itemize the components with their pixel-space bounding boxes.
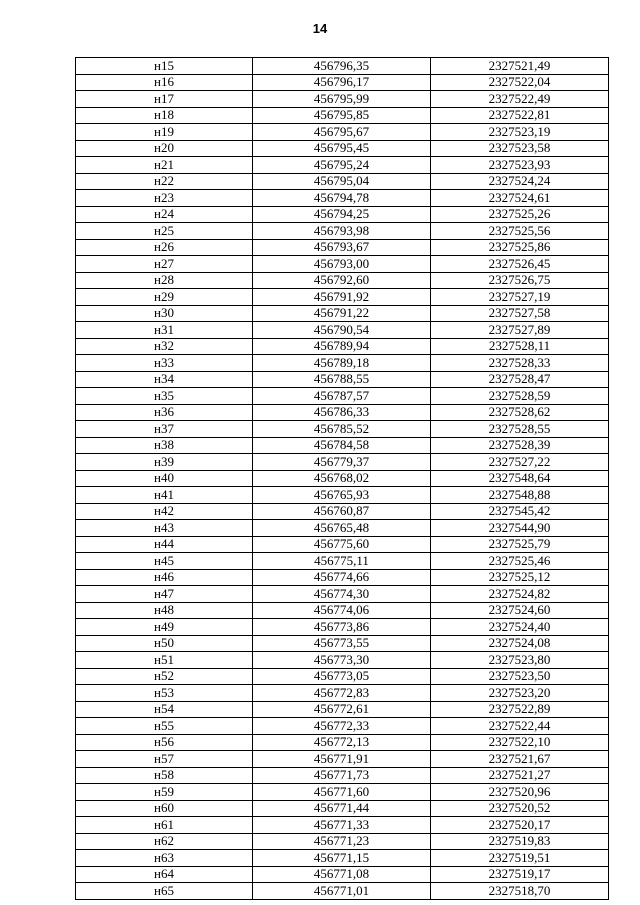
x-coordinate-cell: 456789,94 <box>253 338 431 355</box>
x-coordinate-cell: 456773,55 <box>253 635 431 652</box>
x-coordinate-cell: 456779,37 <box>253 454 431 471</box>
x-coordinate-cell: 456772,83 <box>253 685 431 702</box>
table-row <box>76 553 609 570</box>
x-coordinate-cell: 456772,33 <box>253 718 431 735</box>
x-coordinate-cell: 456774,66 <box>253 569 431 586</box>
y-coordinate-cell: 2327523,20 <box>431 685 609 702</box>
table-row <box>76 173 609 190</box>
point-label-cell: н55 <box>76 718 253 735</box>
x-coordinate-cell: 456771,23 <box>253 833 431 850</box>
point-label-cell: н57 <box>76 751 253 768</box>
point-label-cell: н30 <box>76 305 253 322</box>
table-row <box>76 157 609 174</box>
point-label-cell: н26 <box>76 239 253 256</box>
x-coordinate-cell: 456773,05 <box>253 668 431 685</box>
x-coordinate-cell: 456773,30 <box>253 652 431 669</box>
x-coordinate-cell: 456765,93 <box>253 487 431 504</box>
y-coordinate-cell: 2327528,55 <box>431 421 609 438</box>
y-coordinate-cell: 2327525,12 <box>431 569 609 586</box>
y-coordinate-cell: 2327524,61 <box>431 190 609 207</box>
y-coordinate-cell: 2327525,86 <box>431 239 609 256</box>
y-coordinate-cell: 2327519,17 <box>431 866 609 883</box>
x-coordinate-cell: 456771,01 <box>253 883 431 900</box>
y-coordinate-cell: 2327522,44 <box>431 718 609 735</box>
table-row <box>76 734 609 751</box>
y-coordinate-cell: 2327520,17 <box>431 817 609 834</box>
y-coordinate-cell: 2327520,52 <box>431 800 609 817</box>
point-label-cell: н65 <box>76 883 253 900</box>
y-coordinate-cell: 2327527,89 <box>431 322 609 339</box>
point-label-cell: н52 <box>76 668 253 685</box>
point-label-cell: н34 <box>76 371 253 388</box>
point-label-cell: н23 <box>76 190 253 207</box>
point-label-cell: н45 <box>76 553 253 570</box>
y-coordinate-cell: 2327520,96 <box>431 784 609 801</box>
y-coordinate-cell: 2327544,90 <box>431 520 609 537</box>
point-label-cell: н27 <box>76 256 253 273</box>
table-row <box>76 305 609 322</box>
y-coordinate-cell: 2327523,93 <box>431 157 609 174</box>
table-row <box>76 668 609 685</box>
table-row <box>76 322 609 339</box>
table-row <box>76 256 609 273</box>
table-row <box>76 190 609 207</box>
x-coordinate-cell: 456771,60 <box>253 784 431 801</box>
point-label-cell: н24 <box>76 206 253 223</box>
x-coordinate-cell: 456796,35 <box>253 58 431 75</box>
point-label-cell: н61 <box>76 817 253 834</box>
x-coordinate-cell: 456760,87 <box>253 503 431 520</box>
y-coordinate-cell: 2327528,59 <box>431 388 609 405</box>
point-label-cell: н56 <box>76 734 253 751</box>
x-coordinate-cell: 456775,60 <box>253 536 431 553</box>
table-row <box>76 140 609 157</box>
x-coordinate-cell: 456772,61 <box>253 701 431 718</box>
y-coordinate-cell: 2327525,79 <box>431 536 609 553</box>
point-label-cell: н47 <box>76 586 253 603</box>
y-coordinate-cell: 2327527,58 <box>431 305 609 322</box>
point-label-cell: н54 <box>76 701 253 718</box>
y-coordinate-cell: 2327528,62 <box>431 404 609 421</box>
y-coordinate-cell: 2327524,40 <box>431 619 609 636</box>
point-label-cell: н53 <box>76 685 253 702</box>
x-coordinate-cell: 456772,13 <box>253 734 431 751</box>
x-coordinate-cell: 456786,33 <box>253 404 431 421</box>
table-row <box>76 883 609 900</box>
x-coordinate-cell: 456785,52 <box>253 421 431 438</box>
table-row <box>76 470 609 487</box>
table-row <box>76 850 609 867</box>
table-row <box>76 355 609 372</box>
point-label-cell: н46 <box>76 569 253 586</box>
point-label-cell: н49 <box>76 619 253 636</box>
x-coordinate-cell: 456784,58 <box>253 437 431 454</box>
y-coordinate-cell: 2327528,11 <box>431 338 609 355</box>
y-coordinate-cell: 2327519,83 <box>431 833 609 850</box>
x-coordinate-cell: 456793,67 <box>253 239 431 256</box>
point-label-cell: н43 <box>76 520 253 537</box>
y-coordinate-cell: 2327523,19 <box>431 124 609 141</box>
x-coordinate-cell: 456771,33 <box>253 817 431 834</box>
table-row <box>76 701 609 718</box>
y-coordinate-cell: 2327522,89 <box>431 701 609 718</box>
x-coordinate-cell: 456787,57 <box>253 388 431 405</box>
x-coordinate-cell: 456792,60 <box>253 272 431 289</box>
table-row <box>76 602 609 619</box>
y-coordinate-cell: 2327524,82 <box>431 586 609 603</box>
x-coordinate-cell: 456774,30 <box>253 586 431 603</box>
point-label-cell: н18 <box>76 107 253 124</box>
point-label-cell: н50 <box>76 635 253 652</box>
table-row <box>76 718 609 735</box>
point-label-cell: н33 <box>76 355 253 372</box>
y-coordinate-cell: 2327526,75 <box>431 272 609 289</box>
point-label-cell: н44 <box>76 536 253 553</box>
y-coordinate-cell: 2327521,27 <box>431 767 609 784</box>
x-coordinate-cell: 456795,85 <box>253 107 431 124</box>
x-coordinate-cell: 456773,86 <box>253 619 431 636</box>
y-coordinate-cell: 2327528,39 <box>431 437 609 454</box>
x-coordinate-cell: 456795,99 <box>253 91 431 108</box>
y-coordinate-cell: 2327525,56 <box>431 223 609 240</box>
x-coordinate-cell: 456768,02 <box>253 470 431 487</box>
coordinates-table <box>75 57 609 900</box>
table-row <box>76 388 609 405</box>
x-coordinate-cell: 456795,24 <box>253 157 431 174</box>
point-label-cell: н32 <box>76 338 253 355</box>
table-row <box>76 404 609 421</box>
y-coordinate-cell: 2327518,70 <box>431 883 609 900</box>
y-coordinate-cell: 2327523,80 <box>431 652 609 669</box>
point-label-cell: н62 <box>76 833 253 850</box>
table-row <box>76 767 609 784</box>
point-label-cell: н40 <box>76 470 253 487</box>
point-label-cell: н63 <box>76 850 253 867</box>
y-coordinate-cell: 2327545,42 <box>431 503 609 520</box>
table-row <box>76 437 609 454</box>
point-label-cell: н37 <box>76 421 253 438</box>
x-coordinate-cell: 456789,18 <box>253 355 431 372</box>
y-coordinate-cell: 2327519,51 <box>431 850 609 867</box>
table-row <box>76 817 609 834</box>
y-coordinate-cell: 2327548,64 <box>431 470 609 487</box>
table-row <box>76 223 609 240</box>
x-coordinate-cell: 456795,04 <box>253 173 431 190</box>
table-row <box>76 124 609 141</box>
point-label-cell: н64 <box>76 866 253 883</box>
x-coordinate-cell: 456791,92 <box>253 289 431 306</box>
table-row <box>76 784 609 801</box>
table-row <box>76 107 609 124</box>
point-label-cell: н21 <box>76 157 253 174</box>
table-row <box>76 652 609 669</box>
x-coordinate-cell: 456771,91 <box>253 751 431 768</box>
y-coordinate-cell: 2327526,45 <box>431 256 609 273</box>
y-coordinate-cell: 2327528,33 <box>431 355 609 372</box>
x-coordinate-cell: 456771,15 <box>253 850 431 867</box>
table-row <box>76 685 609 702</box>
table-row <box>76 833 609 850</box>
point-label-cell: н41 <box>76 487 253 504</box>
table-row <box>76 536 609 553</box>
table-row <box>76 58 609 75</box>
x-coordinate-cell: 456793,98 <box>253 223 431 240</box>
x-coordinate-cell: 456795,67 <box>253 124 431 141</box>
table-row <box>76 569 609 586</box>
y-coordinate-cell: 2327522,04 <box>431 74 609 91</box>
point-label-cell: н17 <box>76 91 253 108</box>
point-label-cell: н20 <box>76 140 253 157</box>
table-row <box>76 520 609 537</box>
table-row <box>76 503 609 520</box>
x-coordinate-cell: 456793,00 <box>253 256 431 273</box>
y-coordinate-cell: 2327524,24 <box>431 173 609 190</box>
point-label-cell: н48 <box>76 602 253 619</box>
page-number: 14 <box>312 21 328 36</box>
coordinates-table-body <box>76 58 609 900</box>
x-coordinate-cell: 456790,54 <box>253 322 431 339</box>
table-row <box>76 338 609 355</box>
y-coordinate-cell: 2327523,58 <box>431 140 609 157</box>
point-label-cell: н58 <box>76 767 253 784</box>
y-coordinate-cell: 2327524,60 <box>431 602 609 619</box>
point-label-cell: н36 <box>76 404 253 421</box>
y-coordinate-cell: 2327525,46 <box>431 553 609 570</box>
point-label-cell: н60 <box>76 800 253 817</box>
table-row <box>76 800 609 817</box>
y-coordinate-cell: 2327522,49 <box>431 91 609 108</box>
y-coordinate-cell: 2327528,47 <box>431 371 609 388</box>
x-coordinate-cell: 456775,11 <box>253 553 431 570</box>
y-coordinate-cell: 2327523,50 <box>431 668 609 685</box>
table-row <box>76 289 609 306</box>
y-coordinate-cell: 2327527,19 <box>431 289 609 306</box>
x-coordinate-cell: 456791,22 <box>253 305 431 322</box>
x-coordinate-cell: 456796,17 <box>253 74 431 91</box>
x-coordinate-cell: 456765,48 <box>253 520 431 537</box>
x-coordinate-cell: 456771,08 <box>253 866 431 883</box>
x-coordinate-cell: 456774,06 <box>253 602 431 619</box>
table-row <box>76 751 609 768</box>
y-coordinate-cell: 2327527,22 <box>431 454 609 471</box>
point-label-cell: н35 <box>76 388 253 405</box>
table-row <box>76 421 609 438</box>
table-row <box>76 272 609 289</box>
table-row <box>76 206 609 223</box>
point-label-cell: н42 <box>76 503 253 520</box>
x-coordinate-cell: 456771,44 <box>253 800 431 817</box>
x-coordinate-cell: 456788,55 <box>253 371 431 388</box>
x-coordinate-cell: 456771,73 <box>253 767 431 784</box>
point-label-cell: н15 <box>76 58 253 75</box>
table-row <box>76 454 609 471</box>
point-label-cell: н29 <box>76 289 253 306</box>
point-label-cell: н39 <box>76 454 253 471</box>
table-row <box>76 74 609 91</box>
table-row <box>76 371 609 388</box>
x-coordinate-cell: 456795,45 <box>253 140 431 157</box>
x-coordinate-cell: 456794,25 <box>253 206 431 223</box>
point-label-cell: н28 <box>76 272 253 289</box>
point-label-cell: н25 <box>76 223 253 240</box>
y-coordinate-cell: 2327525,26 <box>431 206 609 223</box>
y-coordinate-cell: 2327521,67 <box>431 751 609 768</box>
point-label-cell: н22 <box>76 173 253 190</box>
table-row <box>76 239 609 256</box>
y-coordinate-cell: 2327522,81 <box>431 107 609 124</box>
point-label-cell: н19 <box>76 124 253 141</box>
point-label-cell: н51 <box>76 652 253 669</box>
point-label-cell: н38 <box>76 437 253 454</box>
table-row <box>76 866 609 883</box>
table-row <box>76 91 609 108</box>
x-coordinate-cell: 456794,78 <box>253 190 431 207</box>
table-row <box>76 635 609 652</box>
y-coordinate-cell: 2327521,49 <box>431 58 609 75</box>
table-row <box>76 487 609 504</box>
table-row <box>76 619 609 636</box>
point-label-cell: н59 <box>76 784 253 801</box>
table-row <box>76 586 609 603</box>
point-label-cell: н16 <box>76 74 253 91</box>
point-label-cell: н31 <box>76 322 253 339</box>
y-coordinate-cell: 2327524,08 <box>431 635 609 652</box>
y-coordinate-cell: 2327548,88 <box>431 487 609 504</box>
y-coordinate-cell: 2327522,10 <box>431 734 609 751</box>
